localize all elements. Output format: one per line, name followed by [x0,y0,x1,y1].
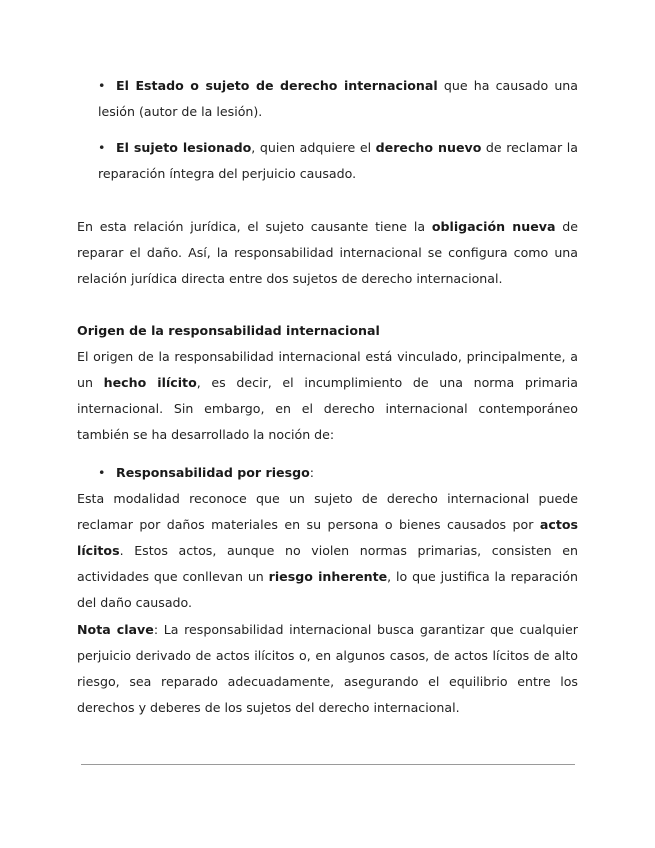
bullet-marker: • [98,140,106,155]
paragraph-riesgo [77,486,578,616]
bold-term: derecho nuevo [375,140,482,155]
bullet-estado [98,73,578,125]
bullet-sujeto-lesionado [98,135,578,187]
bullet-marker: • [98,78,106,93]
bullet-riesgo [98,460,578,486]
paragraph-relacion-juridica [77,214,578,292]
paragraph-text: Esta modalidad reconoce que un sujeto de derecho internacional puede reclamar por daños materiales en su persona o bienes causados por [77,491,578,532]
paragraph-text: , lo que justifica la reparación del daño causado. [77,569,578,610]
bold-term: El Estado o sujeto de derecho internacional [116,78,438,93]
section-heading: Origen de la responsabilidad internacional [77,323,380,338]
paragraph-text: El origen de la responsabilidad internacional está vinculado, principalmente, a un [77,349,578,390]
bullet-text: de reclamar la reparación íntegra del perjuicio causado. [98,140,578,181]
bullet-text: : [309,465,314,480]
paragraph-text: , es decir, el incumplimiento de una norma primaria internacional. Sin embargo, en el derecho internacional contemporáneo también se ha desarrollado la noción de: [77,375,578,442]
footer-divider [81,764,575,765]
bullet-text: que ha causado una lesión (autor de la lesión). [98,78,578,119]
bullet-marker: • [98,465,106,480]
paragraph-nota-clave [77,617,578,721]
paragraph-text: . Estos actos, aunque no violen normas primarias, consisten en actividades que conllevan un [77,543,578,584]
bold-term: obligación nueva [431,219,556,234]
bold-term: riesgo inherente [268,569,388,584]
paragraph-text: En esta relación jurídica, el sujeto causante tiene la [77,219,432,234]
bold-term: El sujeto lesionado [116,140,252,155]
paragraph-text: : La responsabilidad internacional busca garantizar que cualquier perjuicio derivado de actos ilícitos o, en algunos casos, de actos lícitos de alto riesgo, sea reparado adecuadamente, asegurando el equilibrio entre los derechos y deberes de los sujetos del derecho internacional. [77,622,578,715]
bold-term: hecho ilícito [103,375,197,390]
paragraph-origen [77,344,578,448]
nota-label: Nota clave [77,622,154,637]
bullet-text: , quien adquiere el [251,140,376,155]
bold-term: Responsabilidad por riesgo [116,465,310,480]
paragraph-text: de reparar el daño. Así, la responsabilidad internacional se configura como una relación jurídica directa entre dos sujetos de derecho internacional. [77,219,579,286]
bold-term: actos lícitos [77,517,578,558]
